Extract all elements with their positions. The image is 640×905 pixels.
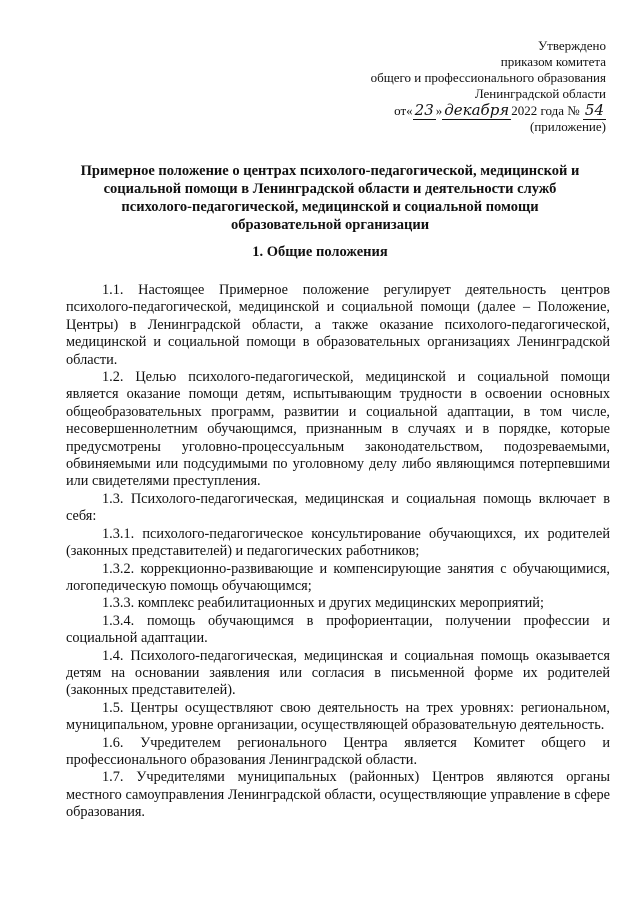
paragraph-1-3-3: 1.3.3. комплекс реабилитационных и других медицинских мероприятий; (102, 595, 544, 612)
date-year: 2022 года № (511, 103, 580, 118)
paragraph-1-1: 1.1. Настоящее Примерное положение регулирует деятельность центров психолого-педагогической, медицинской и социальной помощи (далее – Положение, Центры) в Ленинградской области, а также оказание психолого-педагогической, медицинской и социальной помощи в образовательных организациях Ленинградской области. (66, 282, 610, 368)
date-day: 23 (414, 101, 434, 119)
section-heading: 1. Общие положения (252, 244, 388, 260)
paragraph-1-3-4: 1.3.4. помощь обучающимся в профориентации, получении профессии и социальной адаптации. (66, 612, 610, 647)
paragraph-1-5: 1.5. Центры осуществляют свою деятельность на трех уровнях: региональном, муниципальном, уровне организации, осуществляющей образовательную деятельность. (66, 699, 610, 734)
paragraph-1-3: 1.3. Психолого-педагогическая, медицинская и социальная помощь включает в себя: (66, 490, 610, 525)
document-body (66, 282, 610, 822)
approval-line-1: Утверждено (537, 38, 606, 53)
paragraph-1-7: 1.7. Учредителями муниципальных (районных) Центров являются органы местного самоуправления Ленинградской области, осуществляющие управление в сфере образования. (66, 769, 610, 821)
order-number: 54 (584, 101, 604, 119)
paragraph-1-2: 1.2. Целью психолого-педагогической, медицинской и социальной помощи является оказание помощи детям, испытывающим трудности в освоении основных общеобразовательных программ, развитии и социальной адаптации, в том числе, несовершеннолетним обучающимся, признанным в случаях и в порядке, которые предусмотрены уголовно-процессуальным законодательством, подозреваемыми, обвиняемыми или подсудимыми по уголовному делу либо являющимся потерпевшими или свидетелями преступления. (66, 369, 610, 490)
approval-line-3: общего и профессионального образования (370, 70, 606, 85)
date-mid: » (435, 103, 443, 118)
approval-line-2: приказом комитета (500, 54, 606, 69)
approval-block (371, 38, 606, 135)
approval-date-line (371, 102, 606, 119)
paragraph-1-3-1: 1.3.1. психолого-педагогическое консультирование обучающихся, их родителей (законных представителей) и педагогических работников; (66, 525, 610, 560)
paragraph-1-3-2: 1.3.2. коррекционно-развивающие и компенсирующие занятия с обучающимися, логопедическую помощь обучающимся; (66, 560, 610, 594)
date-prefix: от« (394, 103, 413, 118)
paragraph-1-6: 1.6. Учредителем регионального Центра является Комитет общего и профессионального образования Ленинградской области. (66, 734, 610, 768)
document-title: Примерное положение о центрах психолого-педагогической, медицинской и социальной помощи в Ленинградской области и деятельности служб психолого-педагогической, медицинской и социальной помощи образовательной организации (80, 163, 580, 233)
paragraph-1-4: 1.4. Психолого-педагогическая, медицинская и социальная помощь оказывается детям на основании заявления или согласия в письменной форме их родителей (законных представителей). (66, 647, 610, 699)
appendix-label: (приложение) (529, 119, 606, 134)
date-month: декабря (444, 101, 510, 119)
approval-line-4: Ленинградской области (474, 86, 606, 101)
